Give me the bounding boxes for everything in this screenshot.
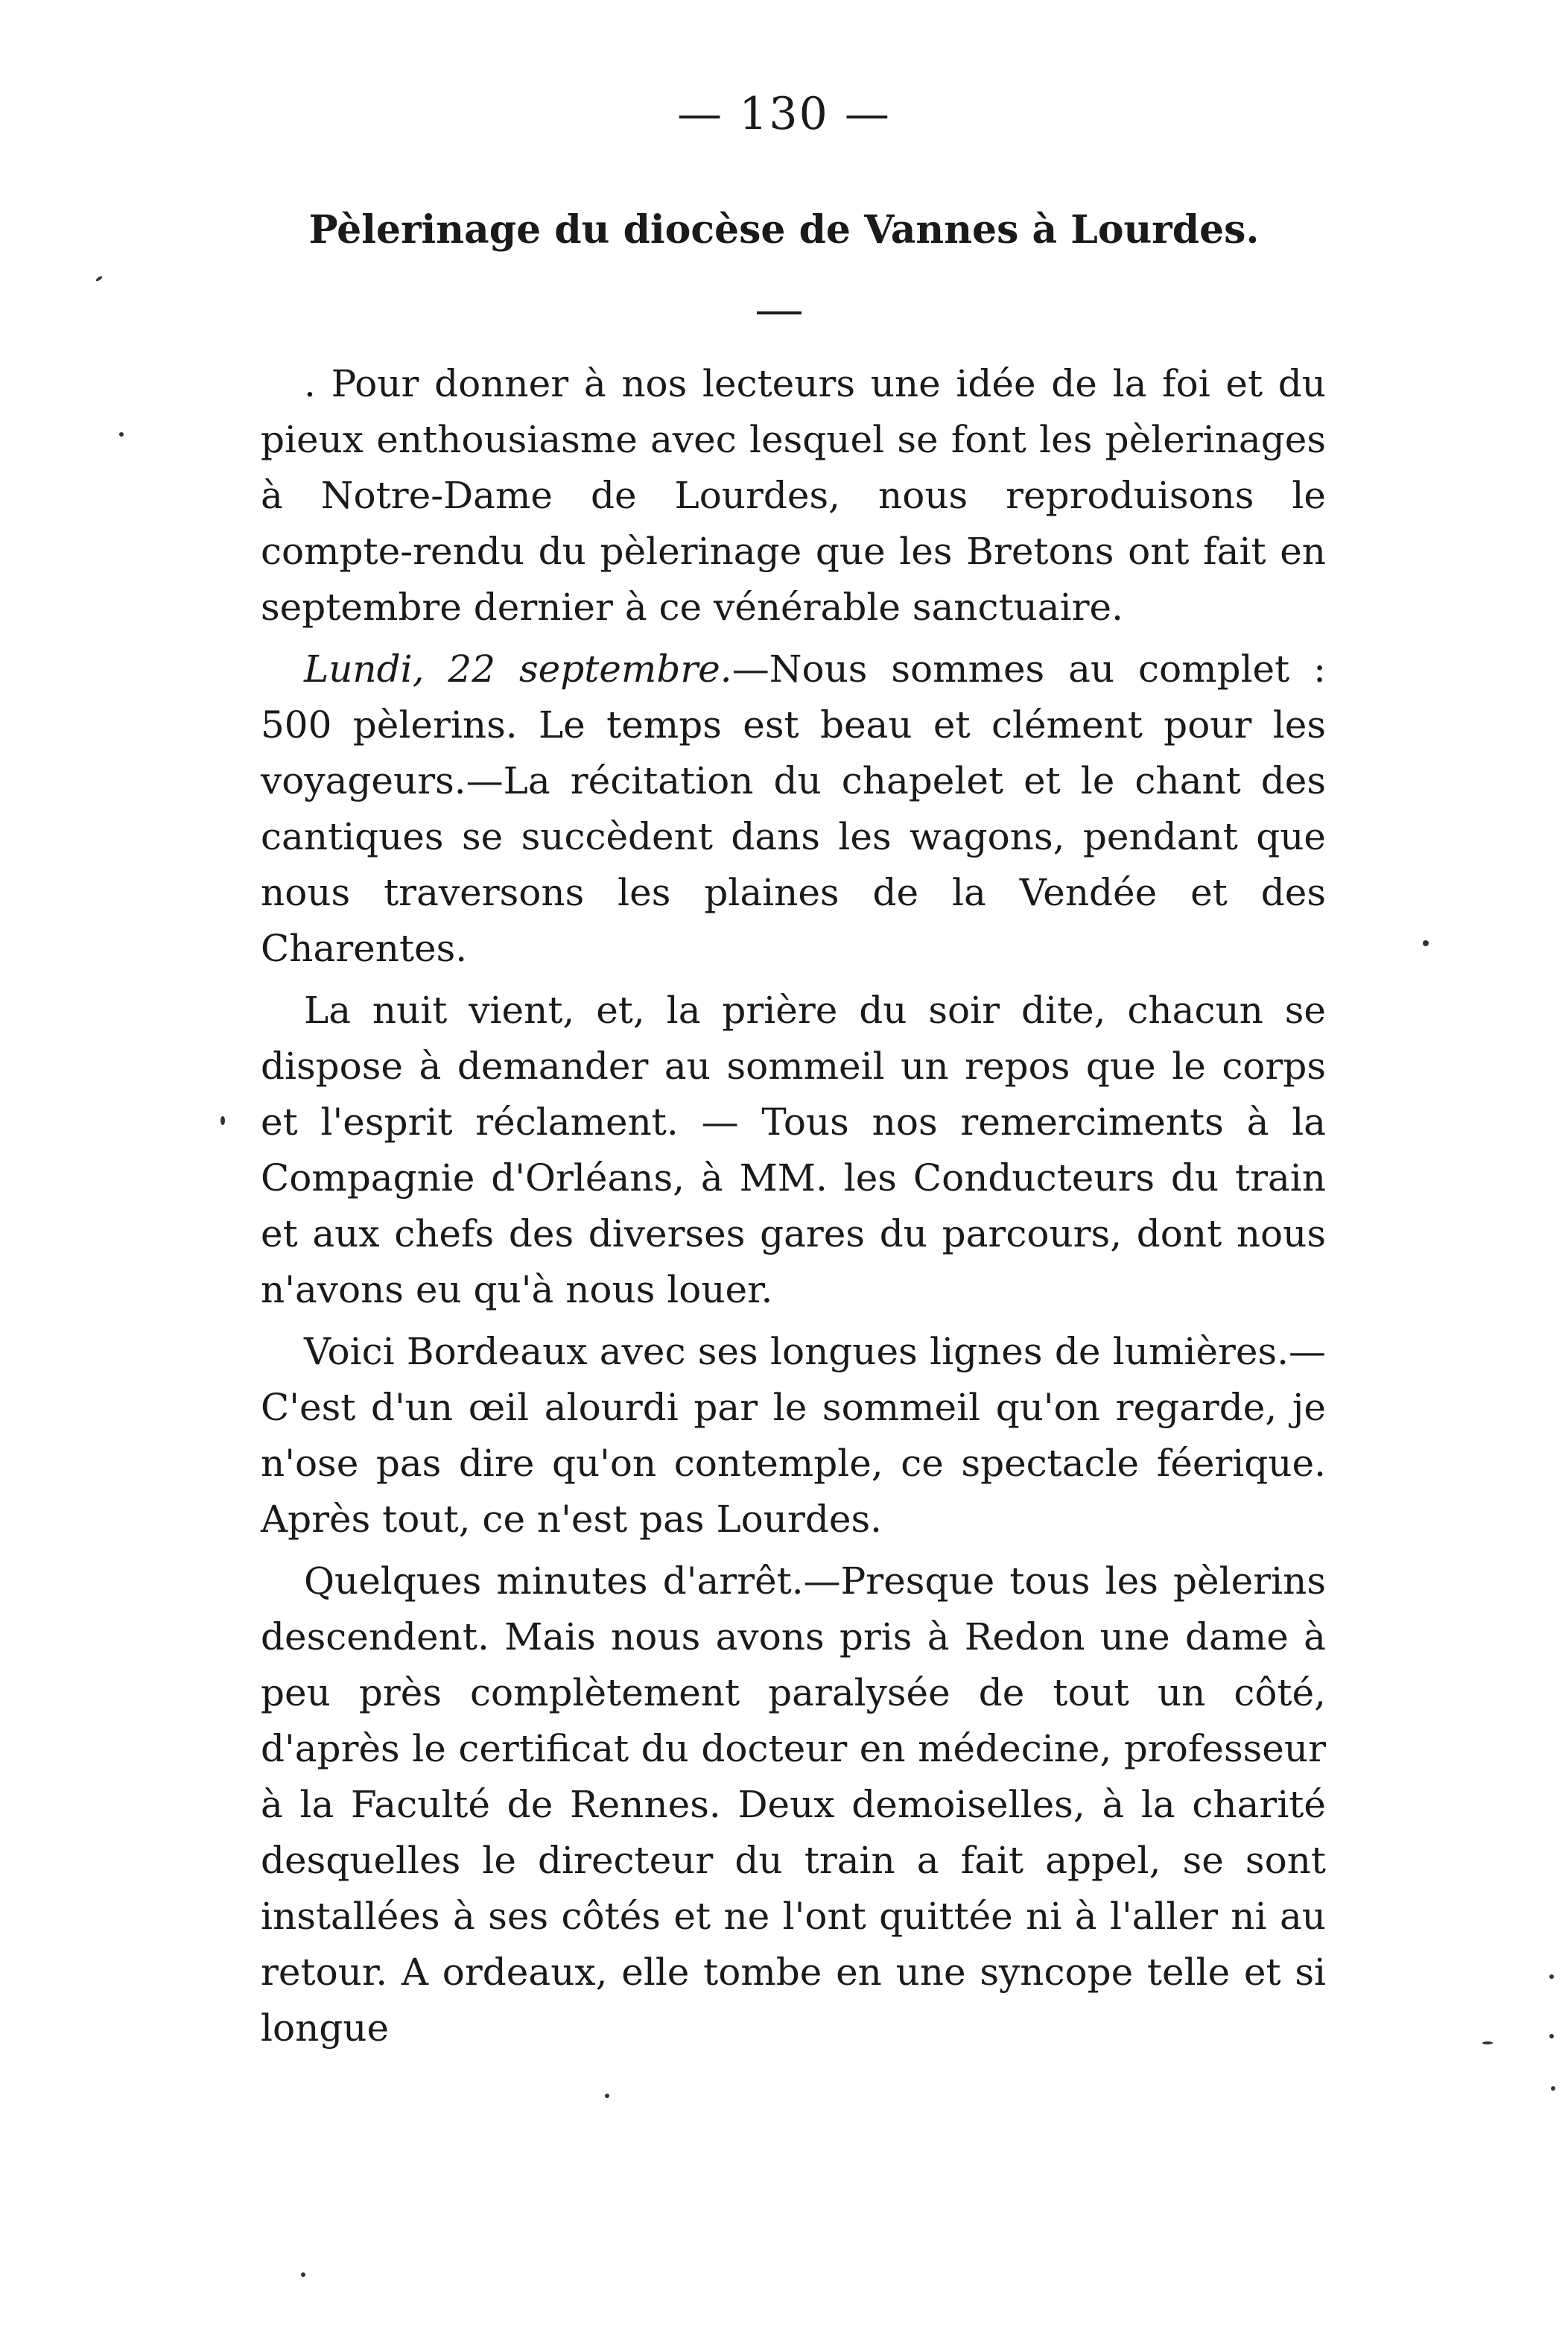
paragraph-2	[261, 641, 1326, 977]
scan-speck	[1549, 1974, 1554, 1979]
heading-rule	[757, 311, 802, 314]
page-number: — 130 —	[677, 88, 891, 140]
scan-speck	[119, 432, 124, 437]
scan-speck	[1549, 2034, 1554, 2038]
paragraph-2-text: —Nous sommes au complet : 500 pèlerins. Le temps est beau et clément pour les voyageurs.—La récitation du chapelet et le chant des cantiques se succèdent dans les wagons, pendant que nous traversons les plaines de la Vendée et des Charentes.	[261, 647, 1327, 970]
scan-speck	[220, 1116, 225, 1125]
scan-speck	[301, 2272, 305, 2277]
paragraph-3: La nuit vient, et, la prière du soir dite, chacun se dispose à demander au sommeil un repos que le corps et l'esprit réclament. — Tous nos remerciments à la Compagnie d'Orléans, à MM. les Conducteurs du train et aux chefs des diverses gares du parcours, dont nous n'avons eu qu'à nous louer.	[261, 989, 1326, 1311]
date-label: Lundi, 22 septembre.	[304, 647, 732, 691]
paragraph-1: . Pour donner à nos lecteurs une idée de la foi et du pieux enthousiasme avec lesquel se font les pèlerinages à Notre-Dame de Lourdes, nous reproduisons le compte-rendu du pèlerinage que les Bretons ont fait en septembre dernier à ce vénérable sanctuaire.	[261, 362, 1326, 629]
scan-speck	[95, 275, 103, 282]
scan-speck	[1423, 940, 1429, 946]
scan-speck	[1551, 2086, 1555, 2091]
section-heading: Pèlerinage du diocèse de Vannes à Lourdes.	[308, 207, 1260, 253]
scan-speck	[1482, 2041, 1493, 2044]
paragraph-5: Quelques minutes d'arrêt.—Presque tous les pèlerins descendent. Mais nous avons pris à Redon une dame à peu près complètement paralysée de tout un côté, d'après le certificat du docteur en médecine, professeur à la Faculté de Rennes. Deux demoiselles, à la charité desquelles le directeur du train a fait appel, se sont installées à ses côtés et ne l'ont quittée ni à l'aller ni au retour. A ordeaux, elle tombe en une syncope telle et si longue	[261, 1559, 1326, 2050]
paragraph-4: Voici Bordeaux avec ses longues lignes de lumières.— C'est d'un œil alourdi par le sommeil qu'on regarde, je n'ose pas dire qu'on contemple, ce spectacle féerique. Après tout, ce n'est pas Lourdes.	[261, 1330, 1326, 1541]
scan-speck	[605, 2094, 609, 2098]
body-text	[261, 356, 1326, 2062]
